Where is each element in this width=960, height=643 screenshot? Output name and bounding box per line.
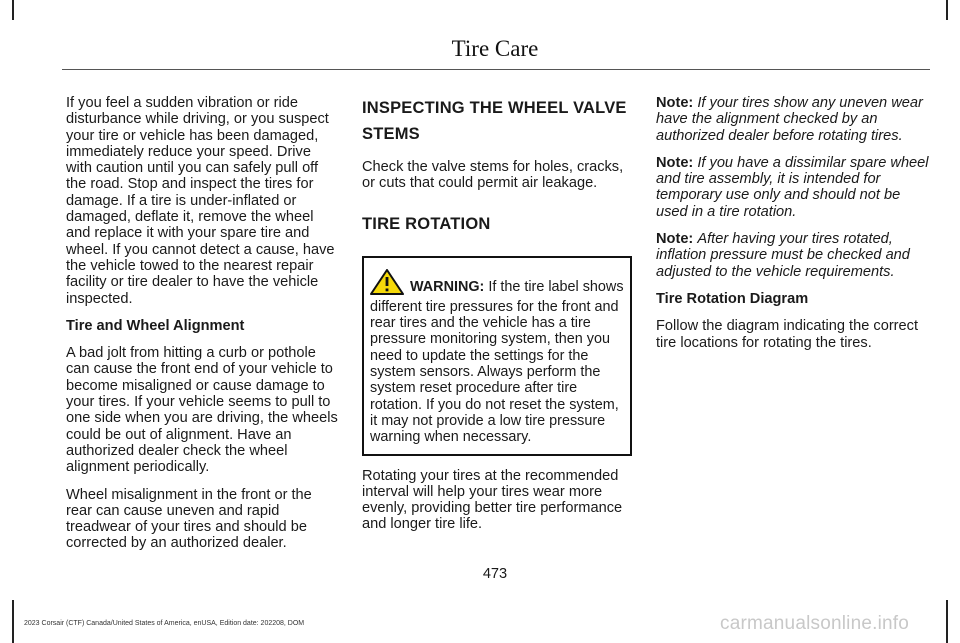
alignment-paragraph-2: Wheel misalignment in the front or the rear can cause uneven and rapid treadwear of your tires and should be corrected by an authorized dealer. xyxy=(66,486,312,552)
warning-text: If the tire label shows different tire pressures for the front and rear tires and the vehicle has a tire pressure monitoring system, then you need to update the settings for the system sensors. Always perform the system reset procedure after tire rotation. If you do not reset the system, it may not provide a low tire pressure warning when necessary. xyxy=(370,278,624,446)
crop-mark-top-right xyxy=(946,0,948,20)
edition-footer: 2023 Corsair (CTF) Canada/United States of America, enUSA, Edition date: 202208, DOM xyxy=(24,620,305,627)
note-2 xyxy=(656,155,930,220)
valve-stems-heading: INSPECTING THE WHEEL VALVE STEMS xyxy=(362,99,627,143)
column-right xyxy=(656,95,930,362)
page-title: Tire Care xyxy=(451,36,539,61)
crop-mark-top-left xyxy=(12,0,14,20)
column-middle xyxy=(362,95,632,544)
crop-mark-bottom-right-v xyxy=(946,600,948,643)
crop-mark-bottom-left-v xyxy=(12,600,14,643)
header-divider xyxy=(62,69,930,70)
tire-rotation-heading: TIRE ROTATION xyxy=(362,214,491,233)
diagram-paragraph: Follow the diagram indicating the correct tire locations for rotating the tires. xyxy=(656,318,919,351)
column-left xyxy=(66,95,338,563)
note-2-text: If you have a dissimilar spare wheel and tire assembly, it is intended for temporary use only and should not be used in a tire rotation. xyxy=(656,154,929,220)
warning-box xyxy=(362,256,632,456)
alignment-paragraph-1: A bad jolt from hitting a curb or pothole can cause the front end of your vehicle to become misaligned or cause damage to your tires. If your vehicle seems to pull to one side when you are driving, the wheels could be out of alignment. Have an authorized dealer check the wheel alignment periodically. xyxy=(66,345,338,476)
watermark: carmanualsonline.info xyxy=(720,613,910,634)
note-label: Note: xyxy=(656,231,694,248)
warning-label: WARNING: xyxy=(410,278,485,295)
valve-stems-paragraph: Check the valve stems for holes, cracks, or cuts that could permit air leakage. xyxy=(362,159,624,192)
diagram-heading: Tire Rotation Diagram xyxy=(656,290,809,307)
note-label: Note: xyxy=(656,154,694,171)
intro-paragraph: If you feel a sudden vibration or ride disturbance while driving, or you suspect your tire or vehicle has been damaged, immediately reduce your speed. Drive with caution until you can safely pull off the road. Stop and inspect the tires for damage. If a tire is under-inflated or damaged, deflate it, remove the wheel and replace it with your spare tire and wheel. If you cannot detect a cause, have the vehicle towed to the nearest repair facility or tire dealer to have the vehicle inspected. xyxy=(66,95,335,307)
page-number: 473 xyxy=(482,566,508,582)
alignment-heading: Tire and Wheel Alignment xyxy=(66,317,245,334)
rotation-paragraph: Rotating your tires at the recommended interval will help your tires wear more evenly, providing better tire performance and longer tire life. xyxy=(362,467,623,533)
note-3 xyxy=(656,231,930,280)
note-3-text: After having your tires rotated, inflation pressure must be checked and adjusted to the vehicle requirements. xyxy=(656,231,910,280)
warning-triangle-icon xyxy=(370,269,404,299)
note-label: Note: xyxy=(656,95,694,111)
note-1 xyxy=(656,95,930,144)
note-1-text: If your tires show any uneven wear have the alignment checked by an authorized dealer before rotating tires. xyxy=(656,95,923,144)
